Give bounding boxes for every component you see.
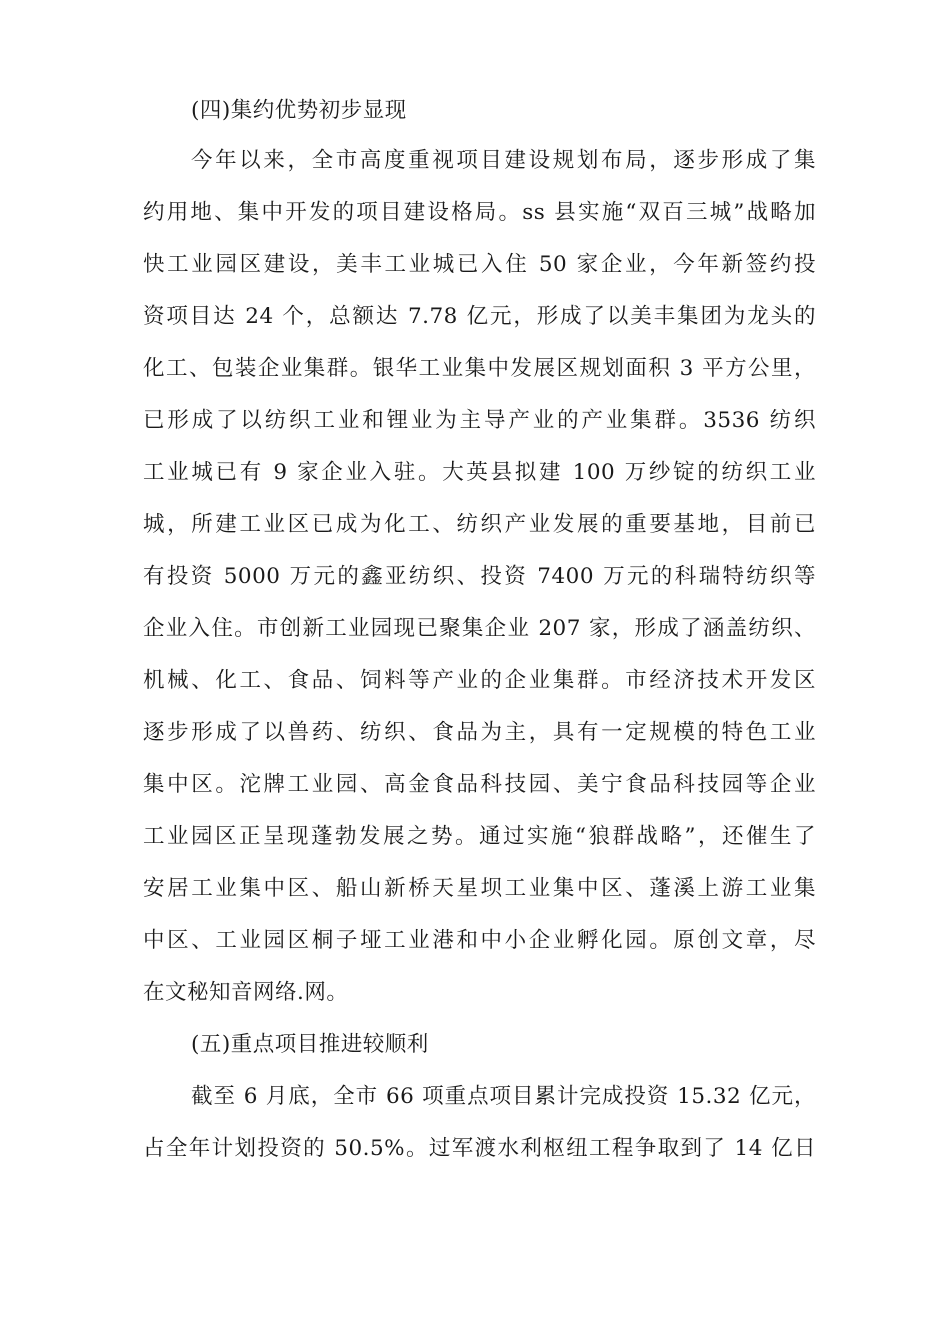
section-heading-4: (四)集约优势初步显现	[191, 98, 407, 123]
paragraph-line: 截至 6 月底，全市 66 项重点项目累计完成投资 15.32 亿元，	[191, 1084, 816, 1109]
paragraph-line: 工业城已有 9 家企业入驻。大英县拟建 100 万纱锭的纺织工业	[143, 460, 816, 485]
section-heading-5: (五)重点项目推进较顺利	[191, 1032, 429, 1057]
paragraph-line: 有投资 5000 万元的鑫亚纺织、投资 7400 万元的科瑞特纺织等	[143, 564, 816, 589]
paragraph-line: 今年以来，全市高度重视项目建设规划布局，逐步形成了集	[191, 148, 816, 173]
paragraph-line: 中区、工业园区桐子垭工业港和中小企业孵化园。原创文章，尽	[143, 928, 816, 953]
paragraph-line: 已形成了以纺织工业和锂业为主导产业的产业集群。3536 纺织	[143, 408, 816, 433]
paragraph-line: 城，所建工业区已成为化工、纺织产业发展的重要基地，目前已	[143, 512, 816, 537]
paragraph-line: 快工业园区建设，美丰工业城已入住 50 家企业，今年新签约投	[143, 252, 816, 277]
paragraph-line: 资项目达 24 个，总额达 7.78 亿元，形成了以美丰集团为龙头的	[143, 304, 816, 329]
paragraph-line: 占全年计划投资的 50.5%。过军渡水利枢纽工程争取到了 14 亿日	[143, 1136, 816, 1161]
paragraph-line: 安居工业集中区、船山新桥天星坝工业集中区、蓬溪上游工业集	[143, 876, 816, 901]
paragraph-line: 约用地、集中开发的项目建设格局。ss 县实施“双百三城”战略加	[143, 200, 816, 225]
paragraph-line: 逐步形成了以兽药、纺织、食品为主，具有一定规模的特色工业	[143, 720, 816, 745]
paragraph-line: 在文秘知音网络.网。	[143, 980, 349, 1005]
paragraph-line: 企业入住。市创新工业园现已聚集企业 207 家，形成了涵盖纺织、	[143, 616, 816, 641]
paragraph-line: 机械、化工、食品、饲料等产业的企业集群。市经济技术开发区	[143, 668, 816, 693]
paragraph-line: 化工、包装企业集群。银华工业集中发展区规划面积 3 平方公里，	[143, 356, 816, 381]
paragraph-line: 工业园区正呈现蓬勃发展之势。通过实施“狼群战略”，还催生了	[143, 824, 816, 849]
paragraph-line: 集中区。沱牌工业园、高金食品科技园、美宁食品科技园等企业	[143, 772, 816, 797]
